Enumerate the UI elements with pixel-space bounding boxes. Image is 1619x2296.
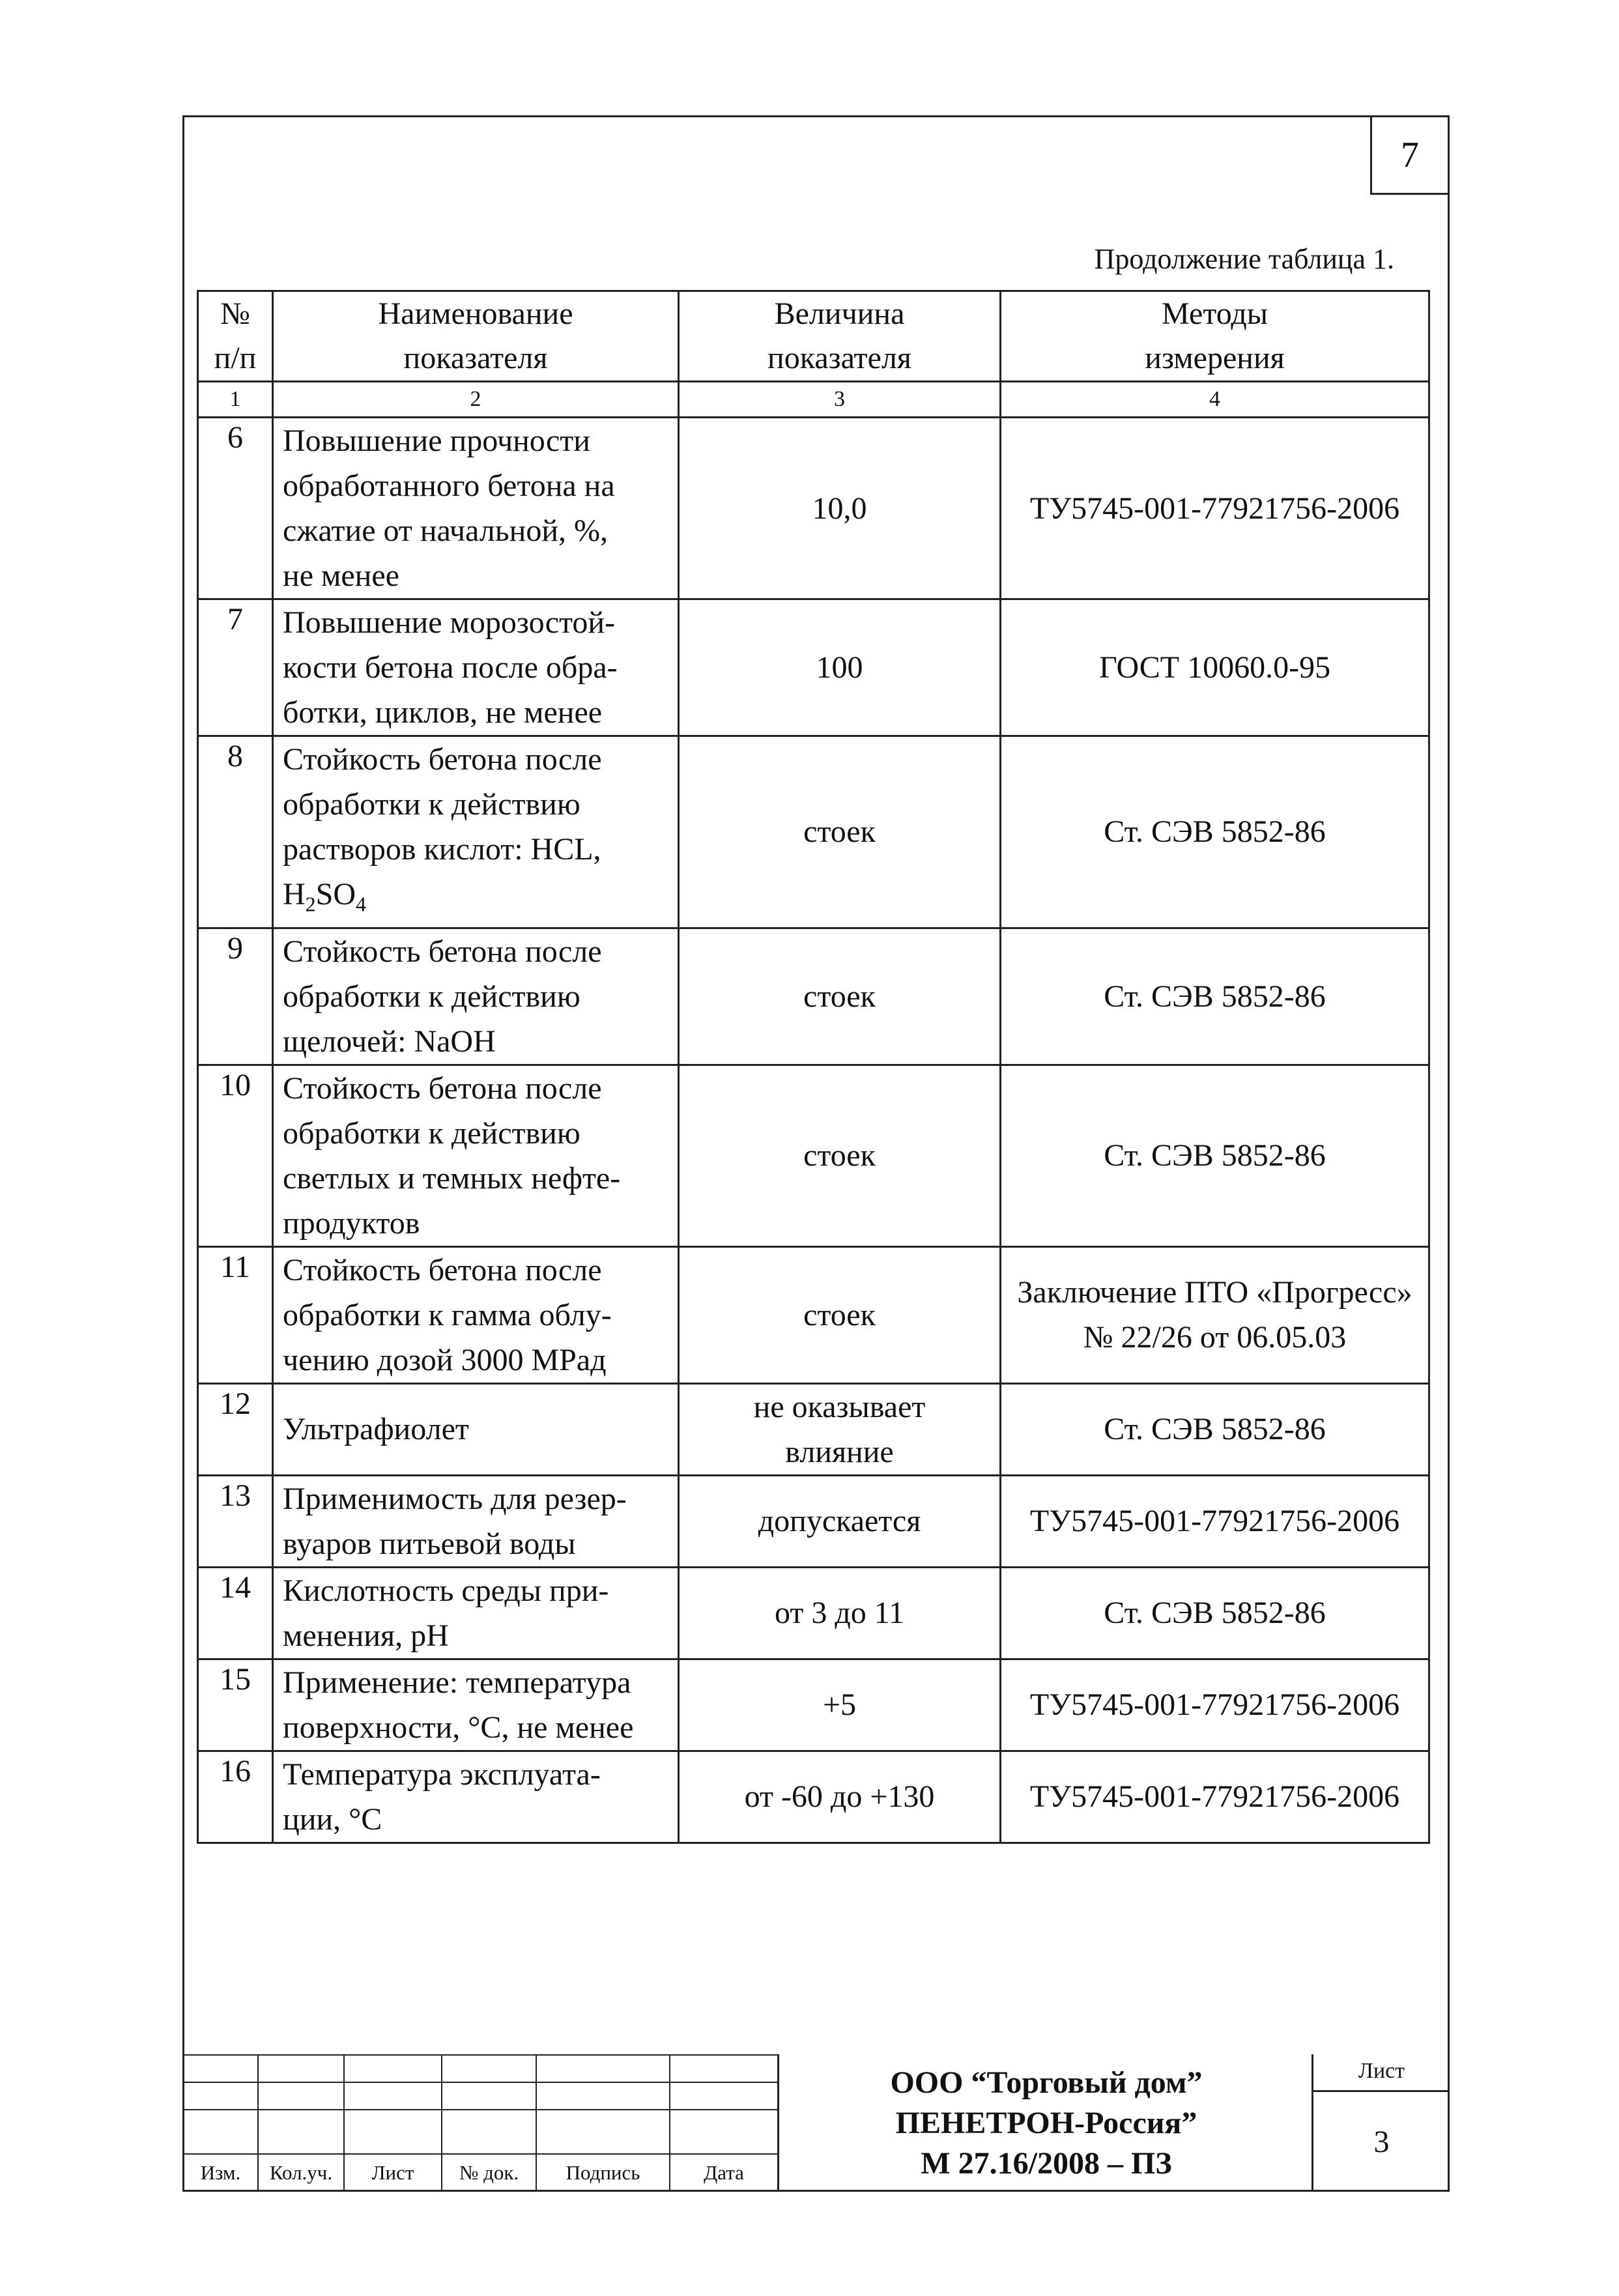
- measurement-method-line: Заключение ПТО «Прогресс»: [1017, 1275, 1412, 1310]
- indicator-name: [273, 736, 679, 928]
- indicator-value: [679, 1751, 1001, 1843]
- header-method: Методы измерения: [1001, 291, 1429, 382]
- table-row: [198, 1383, 1429, 1475]
- label-list: Лист: [344, 2154, 442, 2191]
- indicator-name: [273, 418, 679, 599]
- table-row: [198, 1659, 1429, 1751]
- header-value: Величина показателя: [679, 291, 1001, 382]
- measurement-method-line: Ст. СЭВ 5852-86: [1104, 979, 1326, 1014]
- indicator-name-line: Применение: температура: [283, 1665, 631, 1700]
- indicator-name-line: Ультрафиолет: [283, 1412, 469, 1447]
- indicator-value: [679, 928, 1001, 1065]
- label-signature: Подпись: [536, 2154, 670, 2191]
- sheet-number: 3: [1311, 2092, 1450, 2192]
- row-number: 9: [198, 928, 273, 1065]
- row-number: 15: [198, 1659, 273, 1751]
- indicator-name: [273, 1751, 679, 1843]
- indicator-value: [679, 1246, 1001, 1383]
- label-doc-no: № док.: [442, 2154, 536, 2191]
- org-line: ПЕНЕТРОН-Россия”: [895, 2105, 1197, 2140]
- table-row: [198, 599, 1429, 736]
- indicator-name-line: продуктов: [283, 1205, 420, 1241]
- table-body: [198, 418, 1429, 1843]
- measurement-method: [1001, 1246, 1429, 1383]
- indicator-name-line: сжатие от начальной, %,: [283, 513, 608, 548]
- indicator-value-line: от 3 до 11: [775, 1596, 904, 1631]
- sheet-label: Лист: [1311, 2054, 1450, 2092]
- indicator-name-line: обработанного бетона на: [283, 468, 615, 503]
- formula-part: H: [283, 877, 306, 911]
- indicator-name-line: ции, °С: [283, 1801, 382, 1837]
- indicator-value-line: стоек: [803, 979, 876, 1014]
- row-number: 6: [198, 418, 273, 599]
- table-row: [198, 1065, 1429, 1246]
- table-row: [198, 1475, 1429, 1567]
- title-block-labels: [183, 2154, 778, 2191]
- table-row: [198, 418, 1429, 599]
- table-caption: Продолжение таблица 1.: [1094, 243, 1394, 275]
- indicator-value-line: допускается: [758, 1504, 921, 1539]
- measurement-method: [1001, 1567, 1429, 1659]
- measurement-method: [1001, 1659, 1429, 1751]
- indicator-name: [273, 1567, 679, 1659]
- indicator-name-line: обработки к действию: [283, 979, 580, 1014]
- measurement-method-line: № 22/26 от 06.05.03: [1083, 1320, 1347, 1355]
- column-number: 1: [198, 382, 273, 418]
- row-number: 13: [198, 1475, 273, 1567]
- table-row: [198, 1567, 1429, 1659]
- row-number: 14: [198, 1567, 273, 1659]
- page-number: 7: [1370, 115, 1450, 195]
- indicator-value-line: 10,0: [812, 491, 867, 526]
- column-number: 4: [1001, 382, 1429, 418]
- indicator-value-line: от -60 до +130: [744, 1779, 935, 1815]
- title-block-grid: [182, 2054, 779, 2192]
- label-date: Дата: [670, 2154, 778, 2191]
- measurement-method-line: ТУ5745-001-77921756-2006: [1029, 1504, 1400, 1539]
- indicator-name: [273, 1659, 679, 1751]
- indicator-name: [273, 1065, 679, 1246]
- formula-part: 4: [356, 892, 367, 916]
- indicator-name-line: обработки к действию: [283, 1115, 580, 1151]
- measurement-method: [1001, 1065, 1429, 1246]
- indicator-value: [679, 1065, 1001, 1246]
- indicator-name-line: чению дозой 3000 МРад: [283, 1342, 607, 1377]
- measurement-method: [1001, 418, 1429, 599]
- indicator-name-line: вуаров питьевой воды: [283, 1526, 576, 1561]
- indicator-value: [679, 1383, 1001, 1475]
- measurement-method-line: ТУ5745-001-77921756-2006: [1029, 1687, 1400, 1723]
- indicator-name-line: Стойкость бетона после: [283, 934, 602, 969]
- indicator-name-line: ботки, циклов, не менее: [283, 695, 603, 730]
- indicator-value-line: стоек: [803, 1297, 876, 1332]
- indicator-name-line: обработки к действию: [283, 787, 580, 822]
- row-number: 8: [198, 736, 273, 928]
- formula-part: SO: [315, 877, 356, 911]
- indicator-name-line: не менее: [283, 558, 399, 593]
- measurement-method-line: ТУ5745-001-77921756-2006: [1029, 491, 1400, 526]
- indicator-value-line: 100: [816, 650, 863, 685]
- indicator-value: [679, 1475, 1001, 1567]
- indicator-name: [273, 1383, 679, 1475]
- indicator-value: [679, 418, 1001, 599]
- label-kol-uch: Кол.уч.: [258, 2154, 344, 2191]
- indicator-name-line: светлых и темных нефте-: [283, 1160, 621, 1196]
- indicator-name-line: Стойкость бетона после: [283, 1252, 602, 1287]
- indicator-name-line: Температура эксплуата-: [283, 1757, 601, 1792]
- properties-table: [197, 290, 1430, 1844]
- measurement-method-line: Ст. СЭВ 5852-86: [1104, 1138, 1326, 1173]
- document-code: М 27.16/2008 – ПЗ: [921, 2145, 1172, 2181]
- header-name: Наименование показателя: [273, 291, 679, 382]
- indicator-value-line: стоек: [803, 814, 876, 850]
- indicator-value-line: +5: [822, 1687, 857, 1723]
- indicator-value-line: не оказывает: [753, 1389, 926, 1424]
- indicator-name-line: щелочей: NaOH: [283, 1024, 496, 1059]
- indicator-name-line: Применимость для резер-: [283, 1481, 627, 1516]
- indicator-value-line: стоек: [803, 1138, 876, 1173]
- indicator-name-line: Повышение морозостой-: [283, 605, 616, 640]
- measurement-method: [1001, 736, 1429, 928]
- indicator-name-line: Кислотность среды при-: [283, 1573, 609, 1608]
- indicator-name-line: поверхности, °С, не менее: [283, 1710, 634, 1745]
- column-number-row: [198, 382, 1429, 418]
- column-number: 3: [679, 382, 1001, 418]
- indicator-value: [679, 1659, 1001, 1751]
- table-row: [198, 736, 1429, 928]
- organization-block: [777, 2054, 1313, 2192]
- indicator-name-line: менения, pH: [283, 1618, 449, 1653]
- measurement-method: [1001, 928, 1429, 1065]
- indicator-value: [679, 736, 1001, 928]
- table-row: [198, 928, 1429, 1065]
- row-number: 10: [198, 1065, 273, 1246]
- measurement-method-line: ГОСТ 10060.0-95: [1098, 650, 1331, 685]
- formula-h2so4: [283, 877, 367, 916]
- indicator-value: [679, 599, 1001, 736]
- measurement-method: [1001, 1751, 1429, 1843]
- formula-part: 2: [305, 892, 316, 916]
- indicator-name-line: Стойкость бетона после: [283, 742, 602, 777]
- table-row: [198, 1246, 1429, 1383]
- header-no: № п/п: [198, 291, 273, 382]
- indicator-name-line: Стойкость бетона после: [283, 1070, 602, 1106]
- table-header-row: [198, 291, 1429, 382]
- measurement-method-line: Ст. СЭВ 5852-86: [1104, 814, 1326, 850]
- indicator-name: [273, 599, 679, 736]
- indicator-name-line: растворов кислот: HCL,: [283, 832, 601, 867]
- row-number: 16: [198, 1751, 273, 1843]
- row-number: 12: [198, 1383, 273, 1475]
- measurement-method-line: ТУ5745-001-77921756-2006: [1029, 1779, 1400, 1815]
- indicator-name-line: Повышение прочности: [283, 423, 590, 458]
- measurement-method: [1001, 599, 1429, 736]
- measurement-method-line: Ст. СЭВ 5852-86: [1104, 1596, 1326, 1631]
- org-line: ООО “Торговый дом”: [890, 2065, 1203, 2100]
- indicator-value-line: влияние: [785, 1434, 894, 1469]
- measurement-method: [1001, 1383, 1429, 1475]
- indicator-name-line: обработки к гамма облу-: [283, 1297, 612, 1332]
- indicator-name: [273, 1246, 679, 1383]
- measurement-method-line: Ст. СЭВ 5852-86: [1104, 1412, 1326, 1447]
- indicator-name-line: кости бетона после обра-: [283, 650, 618, 685]
- row-number: 11: [198, 1246, 273, 1383]
- column-number: 2: [273, 382, 679, 418]
- label-izm: Изм.: [183, 2154, 258, 2191]
- table-row: [198, 1751, 1429, 1843]
- indicator-name: [273, 1475, 679, 1567]
- row-number: 7: [198, 599, 273, 736]
- indicator-value: [679, 1567, 1001, 1659]
- measurement-method: [1001, 1475, 1429, 1567]
- indicator-name: [273, 928, 679, 1065]
